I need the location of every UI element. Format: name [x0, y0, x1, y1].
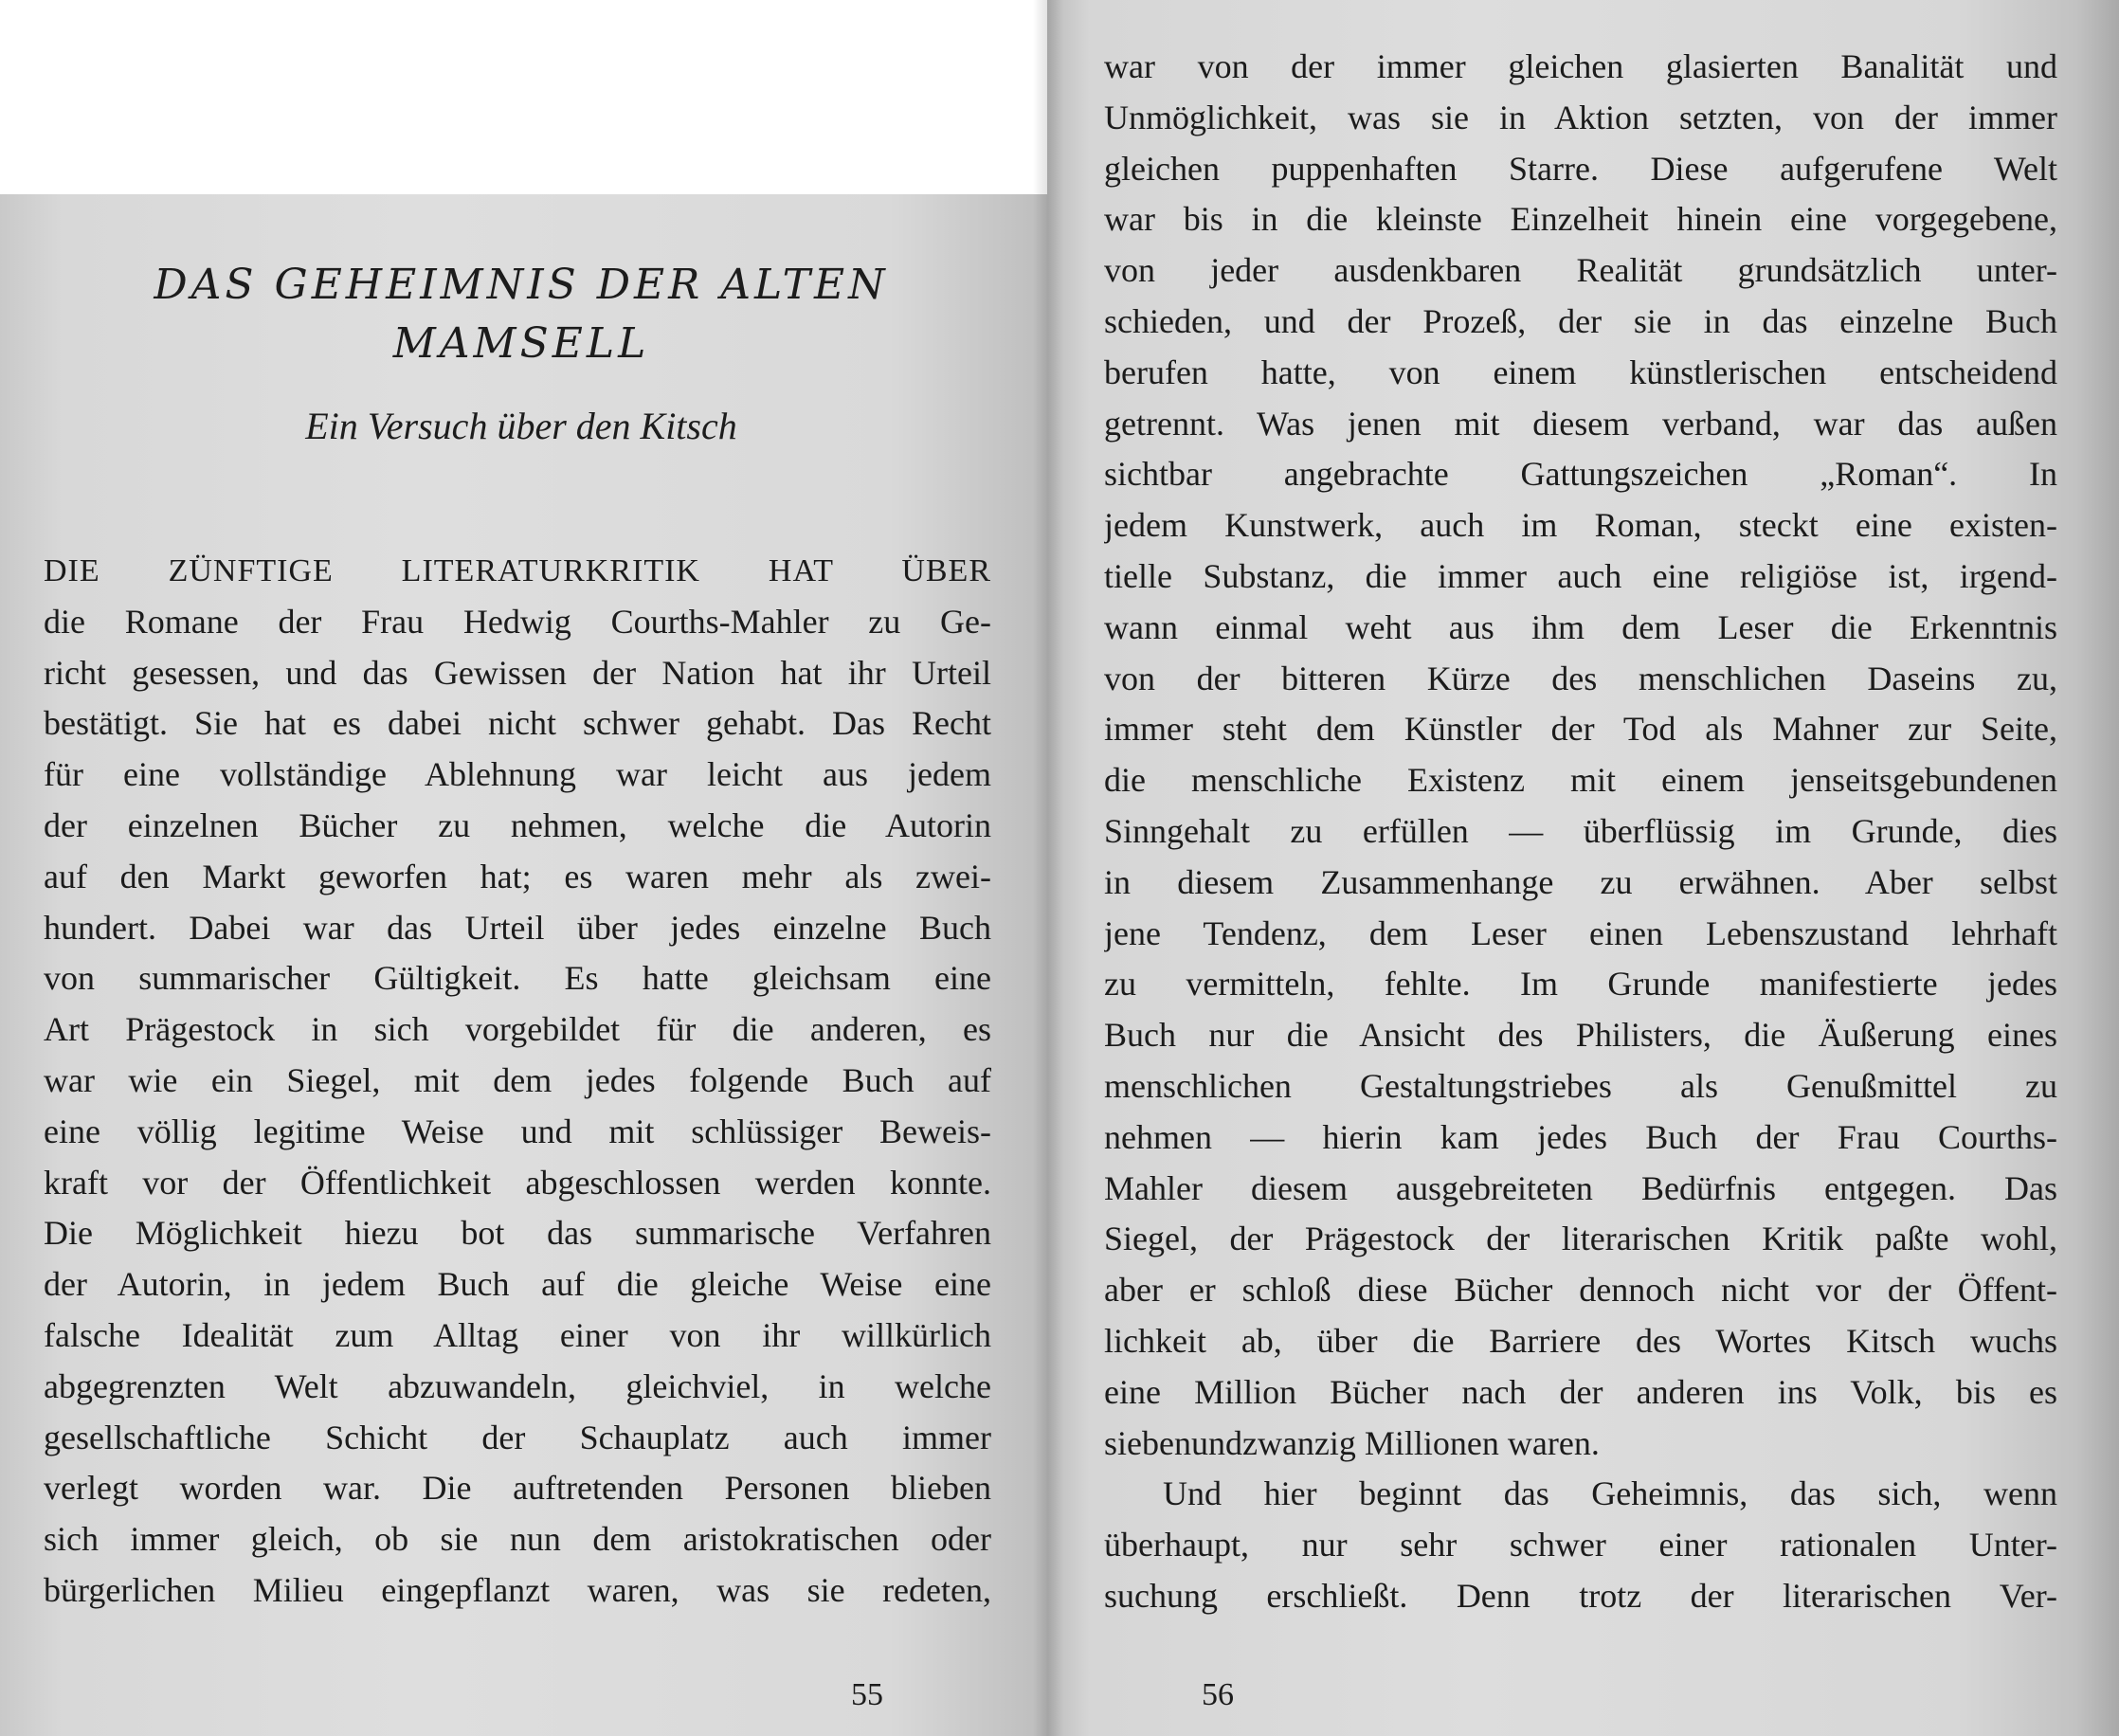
text-line: immer steht dem Künstler der Tod als Mahner zur Seite,	[1104, 710, 2057, 749]
text-line: der Autorin, in jedem Buch auf die gleiche Weise eine	[44, 1265, 991, 1304]
text-line: aber er schloß diese Bücher dennoch nicht vor der Öffent-	[1104, 1271, 2057, 1310]
text-line: menschlichen Gestaltungstriebes als Genußmittel zu	[1104, 1066, 2057, 1105]
text-line: Und hier beginnt das Geheimnis, das sich, wenn	[1163, 1474, 2057, 1513]
text-line: getrennt. Was jenen mit diesem verband, war das außen	[1104, 404, 2057, 443]
text-line: auf den Markt geworfen hat; es waren mehr als zwei-	[44, 857, 991, 895]
text-line: lichkeit ab, über die Barriere des Wortes Kitsch wuchs	[1104, 1321, 2057, 1360]
page-number-left: 55	[851, 1677, 883, 1712]
text-line: sichtbar angebrachte Gattungszeichen „Roman“. In	[1104, 455, 2057, 494]
text-line: gesellschaftliche Schicht der Schauplatz auch immer	[44, 1418, 991, 1456]
text-line: Mahler diesem ausgebreiteten Bedürfnis entgegen. Das	[1104, 1168, 2057, 1207]
text-line: überhaupt, nur sehr schwer einer rationalen Unter-	[1104, 1526, 2057, 1564]
text-line: DIE ZÜNFTIGE LITERATURKRITIK HAT ÜBER	[44, 553, 991, 588]
text-line: falsche Idealität zum Alltag einer von ihr willkürlich	[44, 1315, 991, 1354]
text-line: Sinngehalt zu erfüllen — überflüssig im Grunde, dies	[1104, 811, 2057, 850]
text-line: für eine vollständige Ablehnung war leicht aus jedem	[44, 755, 991, 794]
text-line: war von der immer gleichen glasierten Banalität und	[1104, 47, 2057, 85]
text-line: jene Tendenz, dem Leser einen Lebenszustand lehrhaft	[1104, 913, 2057, 952]
text-line: jedem Kunstwerk, auch im Roman, steckt eine existen-	[1104, 506, 2057, 545]
text-line: hundert. Dabei war das Urteil über jedes einzelne Buch	[44, 908, 991, 947]
right-page-body	[1104, 42, 2057, 1622]
text-line: in diesem Zusammenhange zu erwähnen. Aber selbst	[1104, 862, 2057, 901]
chapter-title-line: DAS GEHEIMNIS DER ALTEN	[154, 261, 889, 309]
text-line: von der bitteren Kürze des menschlichen Daseins zu,	[1104, 659, 2057, 697]
text-line: Art Prägestock in sich vorgebildet für die anderen, es	[44, 1010, 991, 1049]
text-line: richt gesessen, und das Gewissen der Nation hat ihr Urteil	[44, 653, 991, 692]
text-line: suchung erschließt. Denn trotz der literarischen Ver-	[1104, 1576, 2057, 1615]
text-line: die Romane der Frau Hedwig Courths-Mahler zu Ge-	[44, 602, 991, 641]
text-line: gleichen puppenhaften Starre. Diese aufgerufene Welt	[1104, 149, 2057, 188]
text-line: war bis in die kleinste Einzelheit hinein eine vorgegebene,	[1104, 200, 2057, 239]
left-page-body	[44, 546, 991, 1617]
text-line: verlegt worden war. Die auftretenden Personen blieben	[44, 1469, 991, 1508]
chapter-subtitle: Ein Versuch über den Kitsch	[305, 405, 737, 447]
chapter-title	[57, 256, 986, 373]
text-line: die menschliche Existenz mit einem jenseitsgebundenen	[1104, 761, 2057, 800]
text-line: eine Million Bücher nach der anderen ins Volk, bis es	[1104, 1372, 2057, 1411]
chapter-title-line: MAMSELL	[392, 319, 650, 368]
text-line: schieden, und der Prozeß, der sie in das einzelne Buch	[1104, 301, 2057, 340]
text-line: von jeder ausdenkbaren Realität grundsätzlich unter-	[1104, 251, 2057, 290]
text-line: siebenundzwanzig Millionen waren.	[1104, 1423, 1600, 1462]
blank-corner	[0, 0, 1047, 194]
text-line: bestätigt. Sie hat es dabei nicht schwer gehabt. Das Recht	[44, 704, 991, 743]
text-line: tielle Substanz, die immer auch eine religiöse ist, irgend-	[1104, 556, 2057, 595]
text-line: Siegel, der Prägestock der literarischen Kritik paßte wohl,	[1104, 1220, 2057, 1258]
text-line: zu vermitteln, fehlte. Im Grunde manifestierte jedes	[1104, 965, 2057, 1004]
text-line: eine völlig legitime Weise und mit schlüssiger Beweis-	[44, 1112, 991, 1150]
text-line: wann einmal weht aus ihm dem Leser die Erkenntnis	[1104, 607, 2057, 646]
text-line: bürgerlichen Milieu eingepflanzt waren, was sie redeten,	[44, 1570, 991, 1609]
book-gutter	[1033, 0, 1063, 1736]
text-line: nehmen — hierin kam jedes Buch der Frau Courths-	[1104, 1117, 2057, 1156]
text-line: war wie ein Siegel, mit dem jedes folgende Buch auf	[44, 1060, 991, 1099]
text-line: der einzelnen Bücher zu nehmen, welche die Autorin	[44, 805, 991, 844]
text-line: kraft vor der Öffentlichkeit abgeschlossen werden konnte.	[44, 1163, 991, 1202]
text-line: Buch nur die Ansicht des Philisters, die Äußerung eines	[1104, 1016, 2057, 1055]
page-number-right: 56	[1202, 1677, 1234, 1712]
text-line: berufen hatte, von einem künstlerischen entscheidend	[1104, 353, 2057, 391]
text-line: Unmöglichkeit, was sie in Aktion setzten, von der immer	[1104, 98, 2057, 136]
text-line: abgegrenzten Welt abzuwandeln, gleichviel, in welche	[44, 1366, 991, 1405]
text-line: sich immer gleich, ob sie nun dem aristokratischen oder	[44, 1520, 991, 1559]
text-line: von summarischer Gültigkeit. Es hatte gleichsam eine	[44, 959, 991, 998]
text-line: Die Möglichkeit hiezu bot das summarische Verfahren	[44, 1214, 991, 1253]
